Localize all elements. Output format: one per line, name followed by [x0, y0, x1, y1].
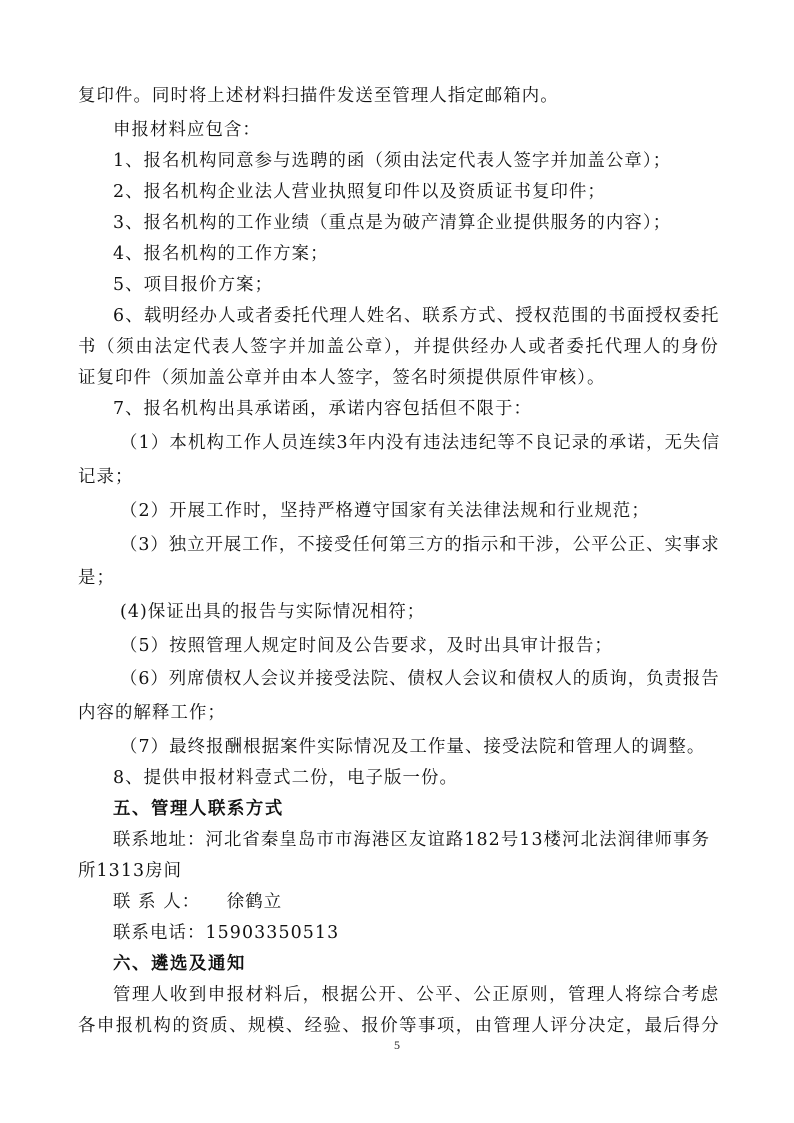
- paragraph-line: 所1313房间: [78, 861, 183, 881]
- paragraph-line: 书（须由法定代表人签字并加盖公章），并提供经办人或者委托代理人的身份: [78, 337, 720, 357]
- paragraph-line: 各申报机构的资质、规模、经验、报价等事项，由管理人评分决定，最后得分: [78, 1016, 721, 1036]
- sub-item: (4)保证出具的报告与实际情况相符；: [120, 602, 426, 622]
- list-item: 6、载明经办人或者委托代理人姓名、联系方式、授权范围的书面授权委托: [113, 306, 720, 326]
- sub-item: （6）列席债权人会议并接受法院、债权人会议和债权人的质询，负责报告: [120, 669, 720, 689]
- list-item: 3、报名机构的工作业绩（重点是为破产清算企业提供服务的内容）；: [113, 213, 672, 233]
- contact-person: 联 系 人： 徐鹤立: [113, 892, 283, 912]
- paragraph-line: 管理人收到申报材料后，根据公开、公平、公正原则，管理人将综合考虑: [113, 985, 720, 1005]
- paragraph-line: 证复印件（须加盖公章并由本人签字，签名时须提供原件审核）。: [78, 368, 606, 388]
- contact-phone: 联系电话：15903350513: [113, 923, 340, 943]
- list-item: 5、项目报价方案；: [113, 275, 274, 295]
- paragraph-line: 记录；: [78, 467, 134, 487]
- paragraph-line: 内容的解释工作；: [78, 703, 226, 723]
- list-item: 1、报名机构同意参与选聘的函（须由法定代表人签字并加盖公章）；: [113, 151, 672, 171]
- list-item: 7、报名机构出具承诺函，承诺内容包括但不限于：: [113, 399, 532, 419]
- section-heading: 五、管理人联系方式: [113, 799, 284, 819]
- paragraph-line: 申报材料应包含：: [113, 120, 261, 140]
- sub-item: （2）开展工作时，坚持严格遵守国家有关法律法规和行业规范；: [120, 501, 650, 521]
- sub-item: （5）按照管理人规定时间及公告要求，及时出具审计报告；: [120, 636, 613, 656]
- list-item: 2、报名机构企业法人营业执照复印件以及资质证书复印件；: [113, 182, 606, 202]
- paragraph-line: 是；: [78, 568, 115, 588]
- sub-item: （3）独立开展工作，不接受任何第三方的指示和干涉，公平公正、实事求: [120, 535, 720, 555]
- sub-item: （1）本机构工作人员连续3年内没有违法违纪等不良记录的承诺，无失信: [120, 433, 721, 453]
- page-number: 5: [394, 1038, 400, 1052]
- list-item: 4、报名机构的工作方案；: [113, 244, 329, 264]
- list-item: 8、提供申报材料壹式二份，电子版一份。: [113, 768, 458, 788]
- sub-item: （7）最终报酬根据案件实际情况及工作量、接受法院和管理人的调整。: [120, 737, 706, 757]
- contact-address: 联系地址：河北省秦皇岛市市海港区友谊路182号13楼河北法润律师事务: [113, 830, 711, 850]
- paragraph-line: 复印件。同时将上述材料扫描件发送至管理人指定邮箱内。: [78, 86, 559, 106]
- section-heading: 六、遴选及通知: [113, 954, 246, 974]
